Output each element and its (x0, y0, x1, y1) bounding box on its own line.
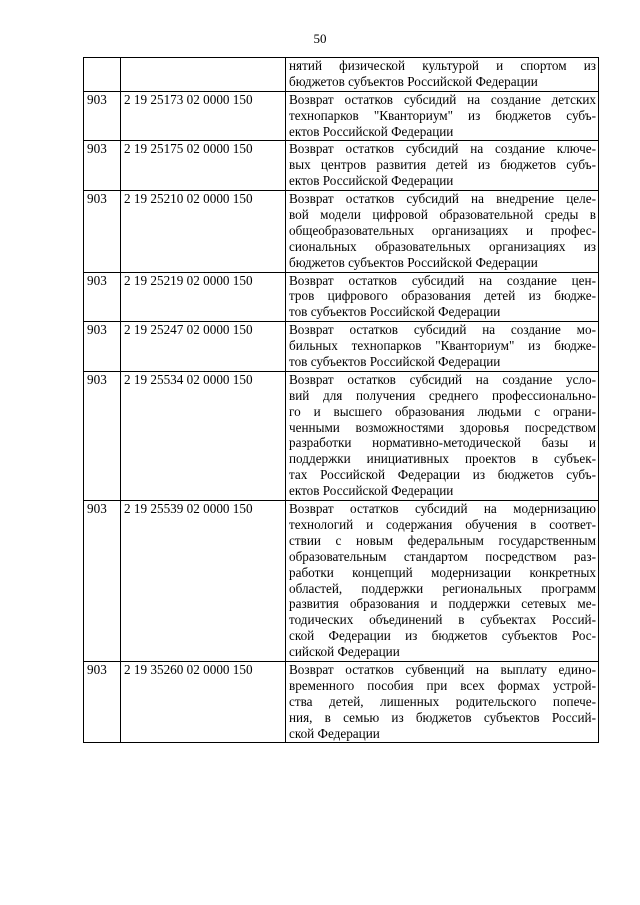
income-name-line: общеобразовательных организациях и профес- (289, 222, 596, 238)
income-name-line: Возврат остатков субсидий на создание усло- (289, 371, 596, 387)
page-number: 50 (313, 31, 327, 46)
income-name-line: тов субъектов Российской Федерации (289, 304, 501, 320)
income-name-line: развития образования и поддержки сетевых ме- (289, 596, 596, 612)
income-name-line: поддержки инициативных проектов в субъек- (289, 451, 596, 467)
budget-code-cell: 2 19 25210 02 0000 150 (121, 191, 286, 272)
income-name-line: сиональных образовательных организациях из (289, 238, 596, 254)
income-name-line: Возврат остатков субвенций на выплату едино- (289, 661, 596, 677)
income-name-line: областей, поддержки региональных программ (289, 580, 596, 596)
table-row (84, 58, 599, 92)
income-name-line: Возврат остатков субсидий на создание цен- (289, 272, 596, 288)
budget-code-cell: 2 19 25173 02 0000 150 (121, 91, 286, 141)
admin-code-cell: 903 (84, 191, 121, 272)
table-row (84, 661, 599, 742)
income-name-line: тодических объединений в субъектах Россий- (289, 612, 596, 628)
table-row (84, 371, 599, 500)
admin-code-cell (84, 58, 121, 92)
income-name-line: ствии с новым федеральным государственным (289, 532, 596, 548)
income-name-line: Возврат остатков субсидий на создание детских (289, 91, 596, 107)
income-name-cell (286, 141, 599, 191)
table-row (84, 322, 599, 372)
admin-code-cell: 903 (84, 272, 121, 322)
income-name-line: работки концепций модернизации конкретных (289, 564, 596, 580)
admin-code-cell: 903 (84, 91, 121, 141)
admin-code-cell: 903 (84, 322, 121, 372)
income-name-line: вой модели цифровой образовательной среды в (289, 207, 596, 223)
income-name-line: бильных технопарков "Кванториум" из бюдже- (289, 338, 596, 354)
income-name-line: тов субъектов Российской Федерации (289, 354, 501, 370)
admin-code-cell: 903 (84, 141, 121, 191)
income-name-cell (286, 272, 599, 322)
table-row (84, 91, 599, 141)
budget-code-cell: 2 19 25534 02 0000 150 (121, 371, 286, 500)
income-name-line: ской Федерации (289, 725, 380, 741)
budget-code-cell: 2 19 25219 02 0000 150 (121, 272, 286, 322)
budget-code-cell: 2 19 35260 02 0000 150 (121, 661, 286, 742)
income-name-line: бюджетов субъектов Российской Федерации (289, 254, 538, 270)
budget-code-cell: 2 19 25175 02 0000 150 (121, 141, 286, 191)
income-name-line: вий для получения среднего профессионально- (289, 387, 596, 403)
income-name-line: вых центров развития детей из бюджетов субъ- (289, 157, 596, 173)
income-name-line: образовательным стандартом посредством раз- (289, 548, 596, 564)
income-name-cell (286, 501, 599, 662)
table-row (84, 272, 599, 322)
income-name-cell (286, 191, 599, 272)
income-name-line: ектов Российской Федерации (289, 483, 454, 499)
budget-code-cell: 2 19 25539 02 0000 150 (121, 501, 286, 662)
income-name-line: ченными возможностями здоровья посредством (289, 419, 596, 435)
income-name-cell (286, 91, 599, 141)
income-name-line: Возврат остатков субсидий на создание мо- (289, 322, 596, 338)
budget-classification-table (83, 57, 599, 743)
admin-code-cell: 903 (84, 371, 121, 500)
income-name-line: тров цифрового образования детей из бюдже- (289, 288, 596, 304)
income-name-line: технологий и содержания обучения в соответ- (289, 516, 596, 532)
admin-code-cell: 903 (84, 501, 121, 662)
income-name-line: бюджетов субъектов Российской Федерации (289, 73, 538, 89)
income-name-line: ектов Российской Федерации (289, 173, 454, 189)
income-name-line: технопарков "Кванториум" из бюджетов субъ- (289, 107, 596, 123)
income-name-line: временного пособия при всех формах устрой- (289, 677, 596, 693)
income-name-line: тах Российской Федерации из бюджетов субъ- (289, 467, 596, 483)
income-name-line: го и высшего образования людьми с ограни- (289, 403, 596, 419)
income-name-cell (286, 661, 599, 742)
income-name-line: Возврат остатков субсидий на создание ключе- (289, 141, 596, 157)
income-name-cell (286, 371, 599, 500)
income-name-line: сийской Федерации (289, 644, 400, 660)
admin-code-cell: 903 (84, 661, 121, 742)
income-name-line: ния, в семью из бюджетов субъектов Россий- (289, 709, 596, 725)
income-name-cell (286, 322, 599, 372)
income-name-cell (286, 58, 599, 92)
table-row (84, 501, 599, 662)
income-name-line: ской Федерации из бюджетов субъектов Рос- (289, 628, 596, 644)
income-name-line: Возврат остатков субсидий на внедрение целе- (289, 191, 596, 207)
income-name-line: нятий физической культурой и спортом из (289, 58, 596, 73)
table-row (84, 141, 599, 191)
income-name-line: Возврат остатков субсидий на модернизацию (289, 501, 596, 517)
income-name-line: ства детей, лишенных родительского попече- (289, 693, 596, 709)
table-row (84, 191, 599, 272)
income-name-line: ектов Российской Федерации (289, 123, 454, 139)
income-name-line: разработки нормативно-методической базы и (289, 435, 596, 451)
table-body (84, 58, 599, 743)
budget-code-cell: 2 19 25247 02 0000 150 (121, 322, 286, 372)
budget-code-cell (121, 58, 286, 92)
